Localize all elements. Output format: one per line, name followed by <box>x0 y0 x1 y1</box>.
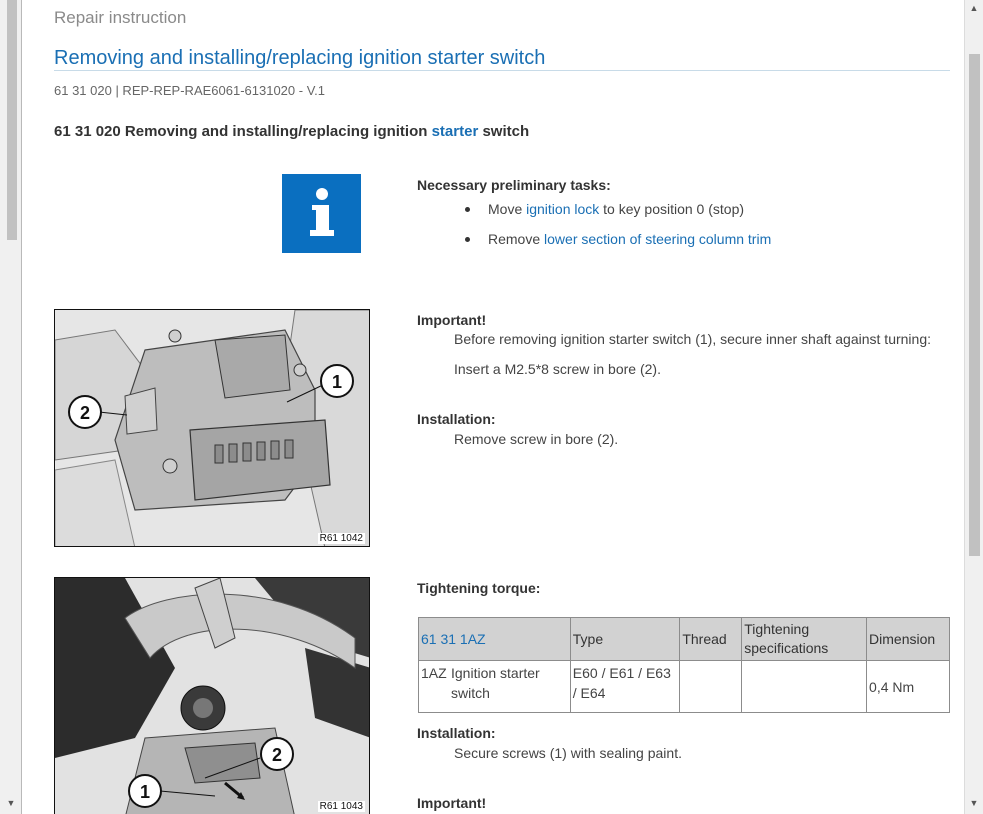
ignition-lock-link[interactable]: ignition lock <box>526 201 600 217</box>
installation-text-1: Remove screw in bore (2). <box>454 431 619 447</box>
cell-type: E60 / E61 / E63 / E64 <box>570 661 680 713</box>
installation-title-1: Installation: <box>417 411 496 427</box>
table-header-row <box>419 618 950 661</box>
cell-part-name: Ignition starter switch <box>451 665 540 701</box>
cell-part <box>419 661 571 713</box>
figure-2-label: R61 1043 <box>319 801 363 812</box>
starter-link[interactable]: starter <box>431 123 479 140</box>
column-header-code[interactable]: 61 31 1AZ <box>419 618 571 661</box>
column-header-type: Type <box>570 618 680 661</box>
right-scrollbar[interactable] <box>964 0 983 814</box>
installation-text-2: Secure screws (1) with sealing paint. <box>454 745 682 761</box>
cell-spec <box>742 661 867 713</box>
important-title-2: Important! <box>417 795 487 811</box>
bullet-icon <box>465 237 470 242</box>
cell-dimension: 0,4 Nm <box>867 661 950 713</box>
cell-part-code: 1AZ <box>421 665 447 681</box>
left-scrollbar[interactable] <box>0 0 22 814</box>
important-title: Important! <box>417 312 487 328</box>
important-text-2: Insert a M2.5*8 screw in bore (2). <box>454 361 661 377</box>
right-scrollbar-thumb[interactable] <box>969 54 980 556</box>
scroll-up-arrow-icon[interactable]: ▲ <box>969 3 979 13</box>
cell-thread <box>680 661 742 713</box>
column-header-thread: Thread <box>680 618 742 661</box>
table-row <box>419 661 950 713</box>
figure2-callout-2: 2 <box>271 745 283 765</box>
heading-text-prefix: 61 31 020 Removing and installing/replacing ignition <box>54 123 432 140</box>
column-header-dimension: Dimension <box>867 618 950 661</box>
title-divider <box>54 70 950 71</box>
preliminary-item-2: Remove lower section of steering column trim <box>488 231 772 247</box>
figure-1-label: R61 1042 <box>319 533 363 544</box>
left-scrollbar-thumb[interactable] <box>7 0 17 240</box>
scroll-down-arrow-icon[interactable]: ▼ <box>969 798 979 808</box>
heading-text-suffix: switch <box>478 123 530 140</box>
document-content <box>23 0 964 814</box>
info-icon <box>282 174 361 253</box>
document-id: 61 31 020 | REP-REP-RAE6061-6131020 - V.1 <box>54 83 326 98</box>
preliminary-item-1: Move ignition lock to key position 0 (stop) <box>488 201 745 217</box>
procedure-heading <box>54 123 529 140</box>
figure1-callout-1: 1 <box>331 372 343 392</box>
figure2-callout-1: 1 <box>139 782 151 802</box>
figure1-callout-2: 2 <box>79 403 91 423</box>
important-text-1: Before removing ignition starter switch (1), secure inner shaft against turning: <box>454 331 932 347</box>
tightening-torque-title: Tightening torque: <box>417 580 541 596</box>
left-scroll-down-arrow-icon[interactable]: ▼ <box>6 798 16 808</box>
document-type-label: Repair instruction <box>54 8 187 27</box>
figure-r61-1043 <box>54 577 370 814</box>
page-title: Removing and installing/replacing ignition starter switch <box>54 47 546 69</box>
steering-column-trim-link[interactable]: lower section of steering column trim <box>544 231 772 247</box>
column-header-tightening-specifications: Tightening specifications <box>742 618 867 661</box>
bullet-icon <box>465 207 470 212</box>
preliminary-tasks-title: Necessary preliminary tasks: <box>417 177 611 193</box>
installation-title-2: Installation: <box>417 725 496 741</box>
torque-table <box>418 617 950 713</box>
figure-r61-1042 <box>54 309 370 547</box>
